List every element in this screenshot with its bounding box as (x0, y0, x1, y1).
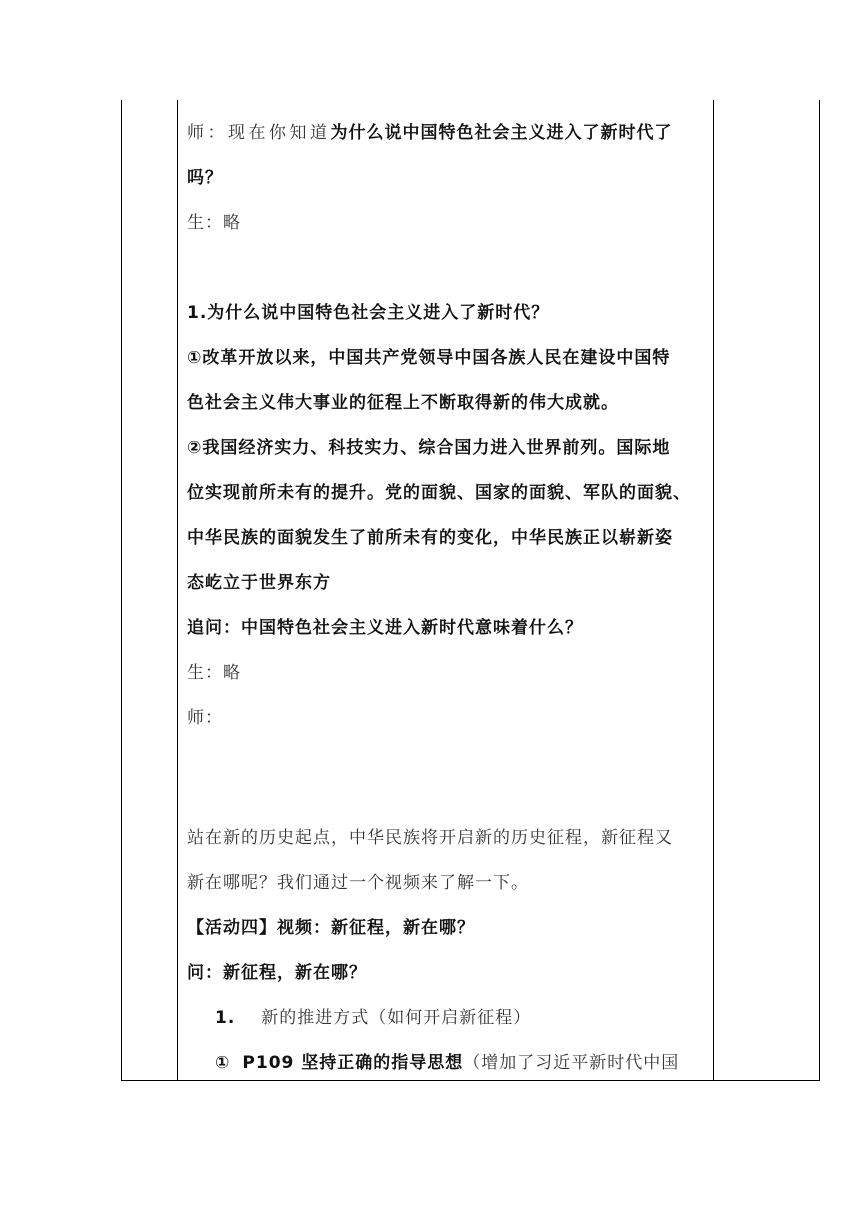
table-border-left (121, 100, 122, 1081)
list-item-2-marker: ① (215, 1053, 231, 1073)
list-item-2: ① P109 坚持正确的指导思想（增加了习近平新时代中国 (215, 1053, 680, 1073)
point-2-line-3: 中华民族的面貌发生了前所未有的变化，中华民族正以崭新姿 (187, 528, 673, 548)
list-item-1-number: 1. (215, 1008, 236, 1028)
table-border-right (819, 100, 820, 1081)
narrative-line-2: 新在哪呢？我们通过一个视频来了解一下。 (187, 873, 529, 893)
point-1-line-1: ①改革开放以来，中国共产党领导中国各族人民在建设中国特 (187, 348, 671, 368)
student-answer: 生：略 (187, 213, 241, 233)
question-end: 吗？ (187, 168, 223, 188)
narrative-line-1: 站在新的历史起点，中华民族将开启新的历史征程，新征程又 (187, 828, 673, 848)
list-item-1: 1. 新的推进方式（如何开启新征程） (215, 1008, 532, 1028)
point-2-line-1: ②我国经济实力、科技实力、综合国力进入世界前列。国际地 (187, 438, 671, 458)
activity-title: 【活动四】视频：新征程，新在哪？ (187, 918, 475, 938)
student-answer-2: 生：略 (187, 663, 241, 683)
point-1-line-2: 色社会主义伟大事业的征程上不断取得新的伟大成就。 (187, 393, 619, 413)
table-border-bottom (121, 1080, 820, 1081)
activity-question: 问：新征程，新在哪？ (187, 963, 367, 983)
table-divider-1 (177, 100, 178, 1081)
follow-up-question: 追问：中国特色社会主义进入新时代意味着什么？ (187, 618, 583, 638)
point-2-line-2: 位实现前所未有的提升。党的面貌、国家的面貌、军队的面貌、 (187, 483, 691, 503)
teacher-question-line: 师：现在你知道为什么说中国特色社会主义进入了新时代了 (187, 123, 673, 143)
teacher-label: 师： (187, 708, 223, 728)
section-heading: 1.为什么说中国特色社会主义进入了新时代？ (187, 303, 550, 323)
point-2-line-4: 态屹立于世界东方 (187, 573, 331, 593)
table-divider-2 (713, 100, 714, 1081)
